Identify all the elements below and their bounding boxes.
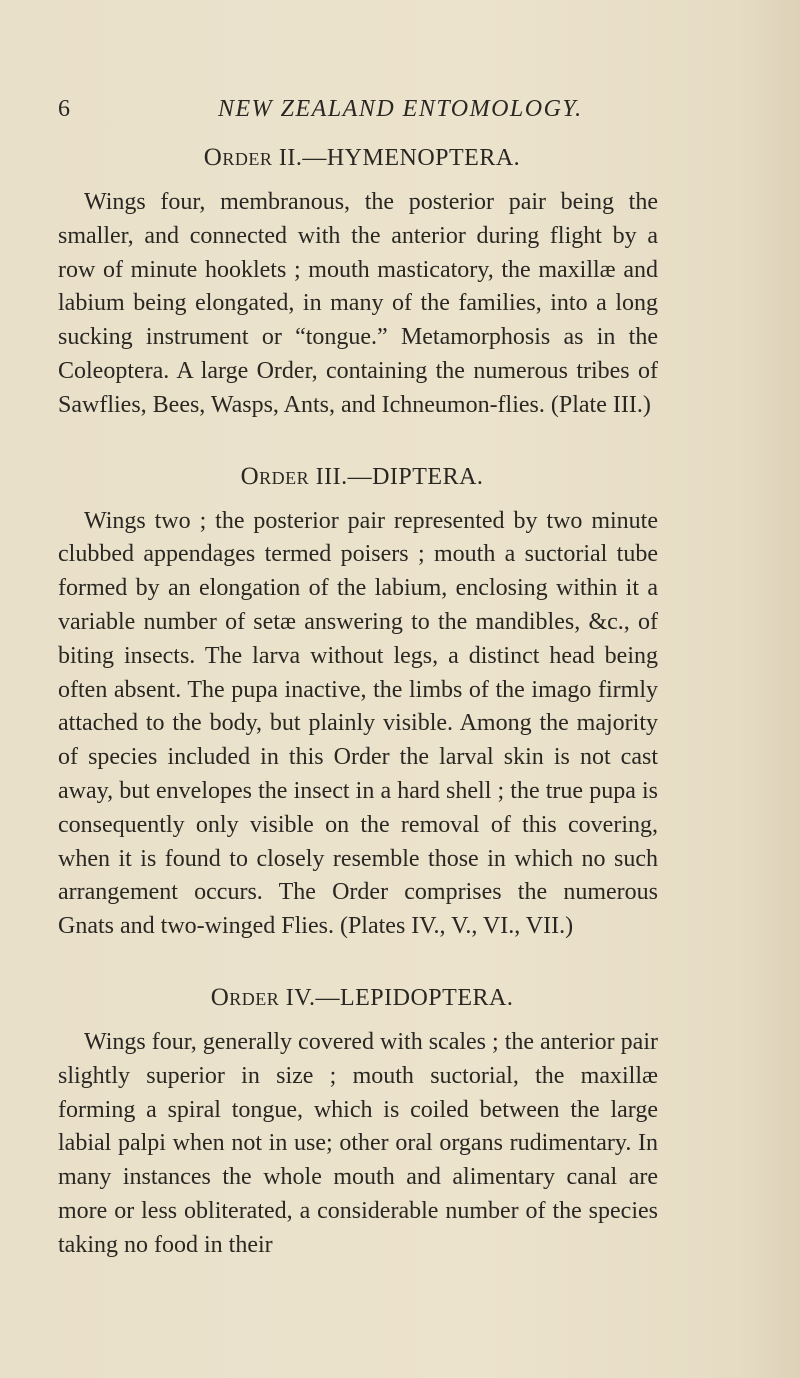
section-heading <box>58 138 658 178</box>
heading-order-name: IV.—LEPIDOPTERA. <box>285 984 514 1011</box>
heading-order-name: II.—HYMENOPTERA. <box>278 145 521 171</box>
section-body: Wings two ; the posterior pair represented by two minute clubbed appendages termed poisers ; mouth a suctorial tube formed by an elongation of the labium, enclosing within it a variable number of setæ answering to the mandibles, &c., of biting insects. The larva without legs, a distinct head being often absent. The pupa inactive, the limbs of the imago firmly attached to the body, but plainly visible. Among the majority of species included in this Order the larval skin is not cast away, but envelopes the insect in a hard shell ; the true pupa is consequently only visible on the removal of this covering, when it is found to closely resemble those in which no such arrangement occurs. The Order comprises the numerous Gnats and two-winged Flies. (Plates IV., V., VI., VII.) <box>58 507 658 940</box>
section-heading <box>58 978 658 1018</box>
section-body: Wings four, membranous, the posterior pair being the smaller, and connected with the anterior during flight by a row of minute hooklets ; mouth masticatory, the maxillæ and labium being elongated, in many of the families, into a long sucking instrument or “tongue.” Metamorphosis as in the Coleoptera. A large Order, containing the numerous tribes of Sawflies, Bees, Wasps, Ants, and Ichneumon-flies. (Plate III.) <box>58 189 658 418</box>
running-title: NEW ZEALAND ENTOMOLOGY. <box>218 96 583 122</box>
heading-order-name: III.—DIPTERA. <box>315 463 484 490</box>
running-head <box>58 96 658 136</box>
heading-order-word: Order <box>210 983 280 1011</box>
heading-order-word: Order <box>240 462 310 490</box>
section-spacer <box>58 423 658 457</box>
section-diptera <box>58 457 658 944</box>
section-body: Wings four, generally covered with scales ; the anterior pair slightly superior in size ; mouth suctorial, the maxillæ forming a spiral tongue, which is coiled between the large labial palpi when not in use; other oral organs rudimentary. In many instances the whole mouth and alimentary canal are more or less obliterated, a considerable number of the species taking no food in their <box>58 1028 658 1258</box>
page-number: 6 <box>58 96 70 122</box>
section-heading <box>58 457 658 497</box>
heading-order-word: Order <box>203 144 273 171</box>
page-content <box>58 138 658 1263</box>
section-spacer <box>58 944 658 978</box>
section-lepidoptera <box>58 978 658 1263</box>
section-hymenoptera <box>58 138 658 423</box>
